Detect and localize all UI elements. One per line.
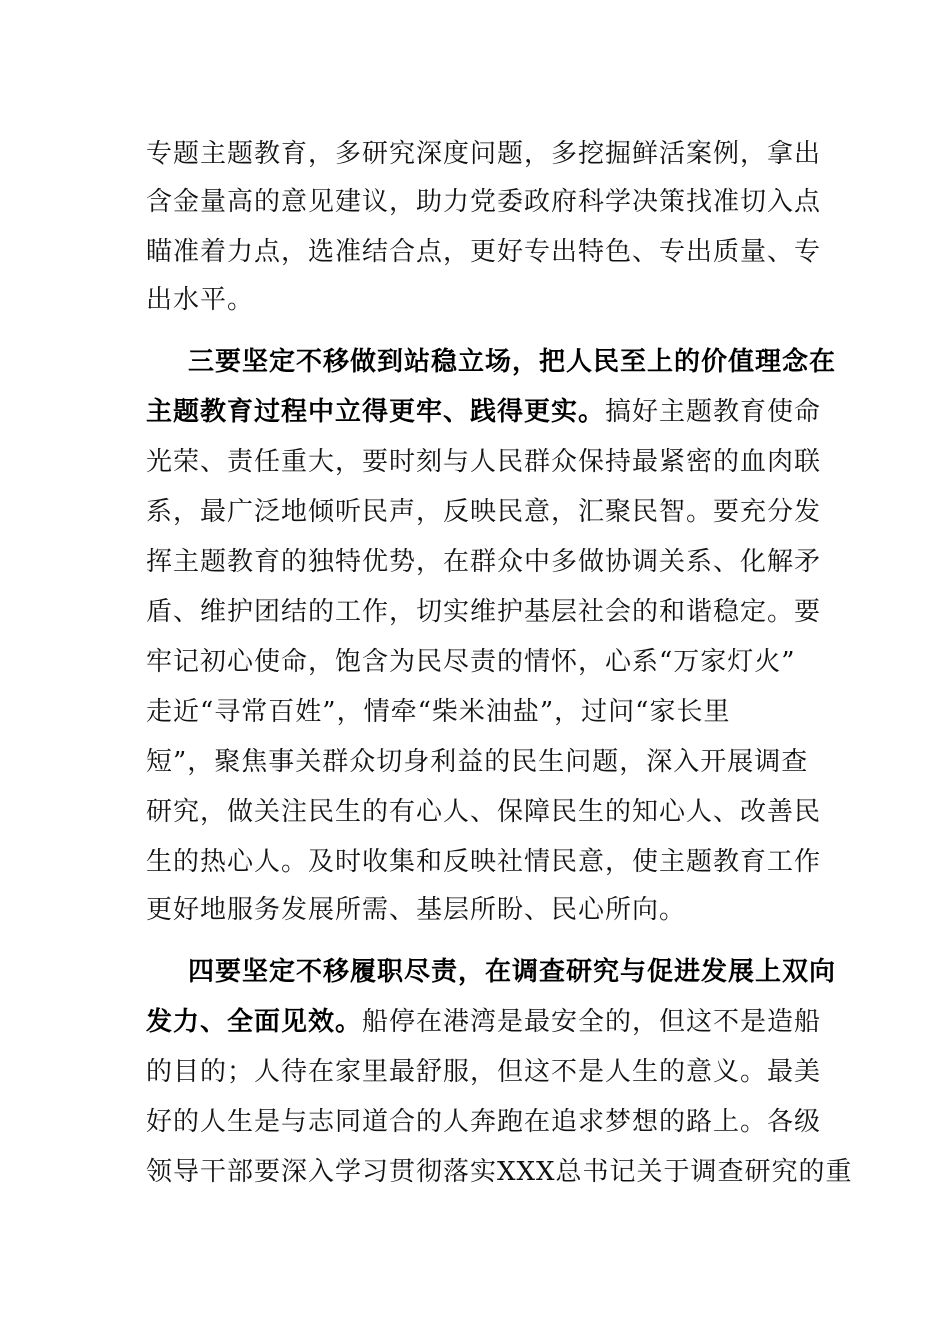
line-text: 生的热心人。及时收集和反映社情民意，使主题教育工作 bbox=[146, 847, 822, 877]
section-heading: 发力、全面见效。 bbox=[146, 1007, 363, 1037]
line-text: 出水平。 bbox=[146, 285, 255, 315]
text-line bbox=[146, 1146, 853, 1198]
line-text: 领导干部要深入学习贯彻落实XXX总书记关于调查研究的重 bbox=[146, 1157, 853, 1187]
text-line bbox=[146, 436, 822, 488]
line-text: 盾、维护团结的工作，切实维护基层社会的和谐稳定。要 bbox=[146, 597, 822, 627]
section-heading: 三要坚定不移做到站稳立场，把人民至上的价值理念在 bbox=[188, 347, 837, 377]
text-line bbox=[146, 736, 809, 788]
line-text: 光荣、责任重大，要时刻与人民群众保持最紧密的血肉联 bbox=[146, 447, 822, 477]
text-line bbox=[146, 636, 806, 688]
text-line bbox=[188, 946, 837, 998]
text-line bbox=[146, 128, 822, 180]
text-line bbox=[188, 336, 837, 388]
text-line bbox=[146, 536, 822, 588]
text-line bbox=[146, 274, 806, 326]
line-text: 牢记初心使命，饱含为民尽责的情怀，心系“万家灯火” bbox=[146, 647, 796, 677]
line-text: 专题主题教育，多研究深度问题，多挖掘鲜活案例，拿出 bbox=[146, 139, 822, 169]
line-text: 走近“寻常百姓”，情牵“柴米油盐”，过问“家长里 bbox=[146, 697, 731, 727]
line-text: 更好地服务发展所需、基层所盼、民心所向。 bbox=[146, 895, 687, 925]
text-line bbox=[146, 1096, 822, 1148]
line-text: 搞好主题教育使命 bbox=[605, 397, 822, 427]
line-text: 短”，聚焦事关群众切身利益的民生问题，深入开展调查 bbox=[146, 747, 809, 777]
section-heading: 四要坚定不移履职尽责，在调查研究与促进发展上双向 bbox=[188, 957, 837, 987]
line-text: 研究，做关注民生的有心人、保障民生的知心人、改善民 bbox=[146, 797, 822, 827]
text-line bbox=[146, 884, 806, 936]
section-heading: 主题教育过程中立得更牢、践得更实。 bbox=[146, 397, 606, 427]
text-line bbox=[146, 226, 822, 278]
text-line bbox=[146, 686, 806, 738]
text-line bbox=[146, 1046, 822, 1098]
line-text: 系，最广泛地倾听民声，反映民意，汇聚民智。要充分发 bbox=[146, 497, 822, 527]
line-text: 挥主题教育的独特优势，在群众中多做协调关系、化解矛 bbox=[146, 547, 822, 577]
text-line bbox=[146, 586, 822, 638]
text-line bbox=[146, 996, 822, 1048]
line-text: 的目的；人待在家里最舒服，但这不是人生的意义。最美 bbox=[146, 1057, 822, 1087]
text-line bbox=[146, 836, 822, 888]
line-text: 含金量高的意见建议，助力党委政府科学决策找准切入点 bbox=[146, 187, 822, 217]
line-text: 瞄准着力点，选准结合点，更好专出特色、专出质量、专 bbox=[146, 237, 822, 267]
line-text: 船停在港湾是最安全的，但这不是造船 bbox=[362, 1007, 822, 1037]
line-text: 好的人生是与志同道合的人奔跑在追求梦想的路上。各级 bbox=[146, 1107, 822, 1137]
text-line bbox=[146, 786, 822, 838]
text-line bbox=[146, 386, 822, 438]
text-line bbox=[146, 176, 822, 228]
text-line bbox=[146, 486, 822, 538]
